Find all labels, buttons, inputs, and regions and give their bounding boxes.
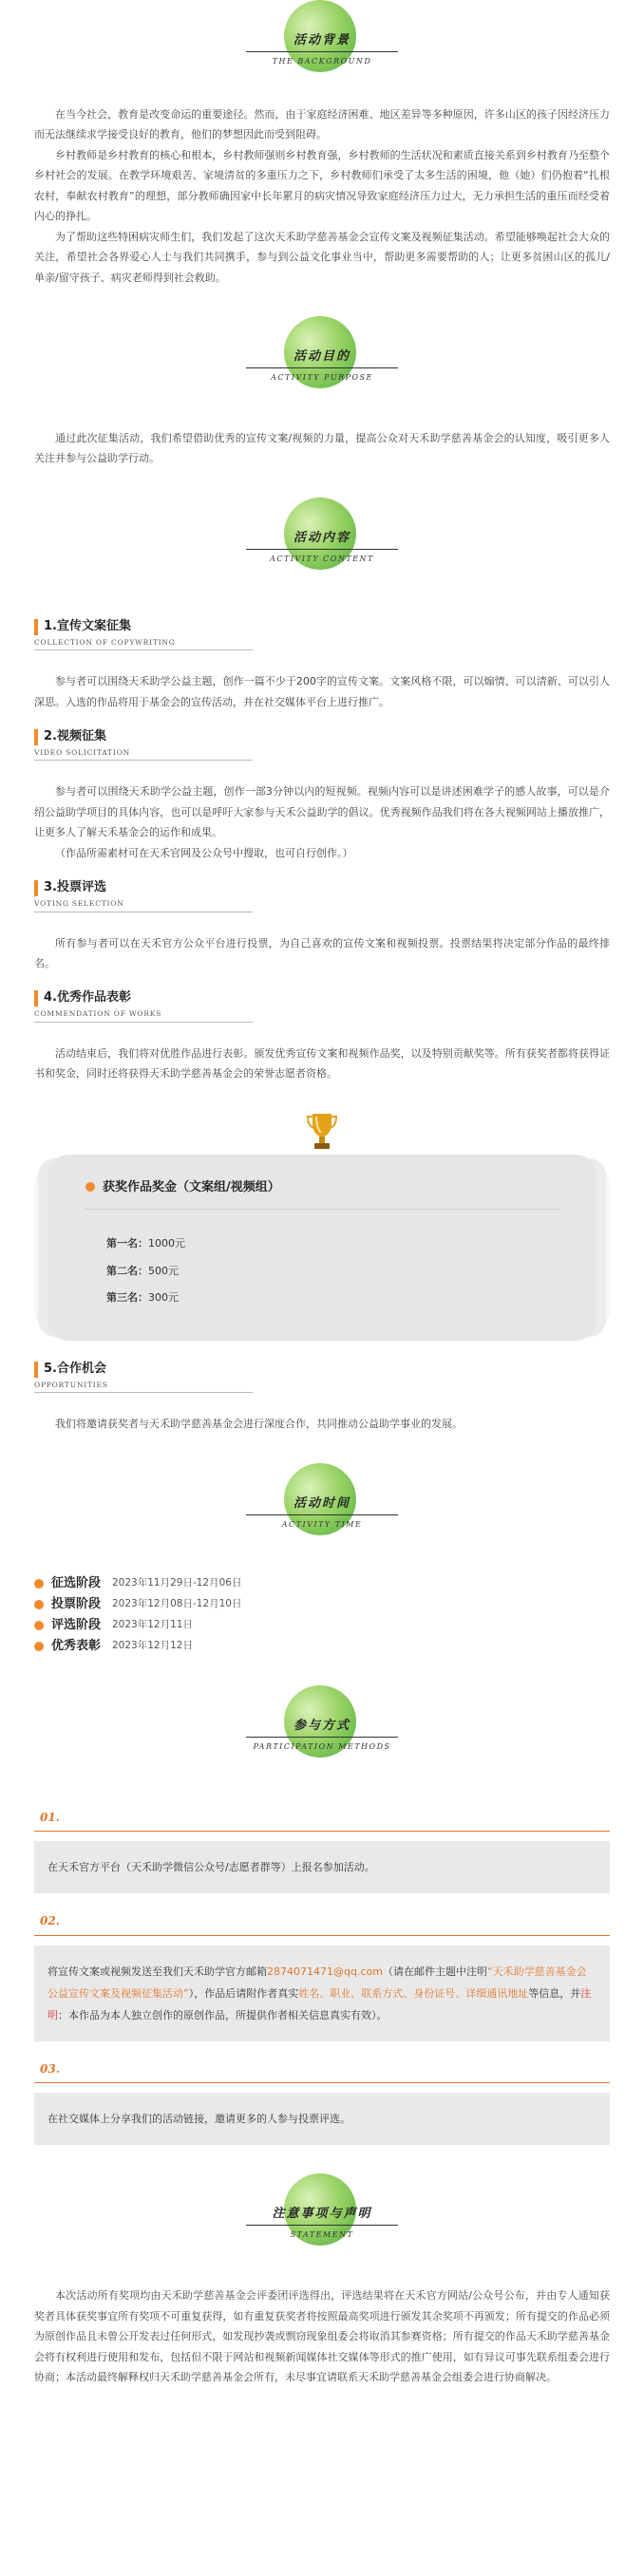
divider bbox=[85, 1209, 559, 1210]
award-panel bbox=[34, 1111, 610, 1341]
section-subtitle: ACTIVITY PURPOSE bbox=[246, 367, 398, 385]
participation-step bbox=[34, 2059, 610, 2145]
section-title: 活动背景 bbox=[293, 33, 351, 47]
statement-text: 本次活动所有奖项均由天禾助学慈善基金会评委团评选得出，评选结果将在天禾官方网站/公众号公布，并由专人通知获奖者具体获奖事宜所有奖项不可重复获得，如有重复获奖者将按照最高奖项进行颁发其余奖项不再颁发；所有提交的作品必须为原创作品且未曾公开发表过任何形式，如发现抄袭或剽窃现象组委会将取消其参赛资格；所有提交的作品天禾助学慈善基金会将有权利进行使用和发布，包括但不限于网站和视频新闻媒体社交媒体等形式的推广使用，如有异议可事先联系组委会进行协商；本活动最终解释权归天禾助学慈善基金会所有，未尽事宜请联系天禾助学慈善基金会组委会进行协商解决。 bbox=[34, 2289, 610, 2384]
paragraph: 为了帮助这些特困病灾师生们，我们发起了这次天禾助学慈善基金会宣传文案及视频征集活动。希望能够唤起社会大众的关注，希望社会各界爱心人士与我们共同携手，参与到公益文化事业当中，帮助更多需要帮助的人；让更多贫困山区的孤儿/单亲/留守孩子、病灾老师得到社会救助。 bbox=[34, 230, 610, 284]
section-header-background bbox=[34, 0, 610, 104]
subsection-subtitle: OPPORTUNITIES bbox=[34, 1381, 253, 1394]
section-title: 参与方式 bbox=[293, 1718, 351, 1733]
section-header-content bbox=[34, 488, 610, 602]
prize-item: 第一名：1000元 bbox=[106, 1237, 185, 1250]
step-text: 在社交媒体上分享我们的活动链接，邀请更多的人参与投票评选。 bbox=[34, 2093, 610, 2145]
step-number: 02. bbox=[34, 1910, 610, 1935]
paragraph: 乡村教师是乡村教育的核心和根本，乡村教师强则乡村教育强，乡村教师的生活状况和素质直接关系到乡村教育乃至整个乡村社会的发展。在教学环境艰苦、家境清贫的多重压力之下，乡村教师们承受了太多生活的困境，他（她）们仍抱着“扎根农村，奉献农村教育”的理想，部分教师确因家中长年累月的病灾情况导致家庭经济压力过大，无力承担生活的重压而经受着内心的挣扎。 bbox=[34, 148, 610, 223]
timeline-row: 优秀表彰 2023年12月12日 bbox=[34, 1636, 610, 1657]
timeline-row: 评选阶段 2023年12月11日 bbox=[34, 1615, 610, 1636]
email-link[interactable]: 2874071471@qq.com bbox=[267, 1965, 383, 1978]
paragraph: 活动结束后，我们将对优胜作品进行表彰。颁发优秀宣传文案和视频作品奖，以及特别贡献奖等。所有获奖者都将获得证书和奖金，同时还将获得天禾助学慈善基金会的荣誉志愿者资格。 bbox=[34, 1046, 610, 1081]
step-number: 01. bbox=[34, 1807, 610, 1832]
subsection-copywriting bbox=[34, 619, 610, 650]
orange-dot-icon bbox=[34, 1642, 44, 1651]
section-title: 活动内容 bbox=[293, 530, 351, 545]
section-title: 活动时间 bbox=[293, 1495, 351, 1511]
prize-item: 第二名：500元 bbox=[106, 1264, 179, 1277]
section-header-participation bbox=[34, 1676, 610, 1790]
subsection-subtitle: COLLECTION OF COPYWRITING bbox=[34, 638, 253, 651]
section-subtitle: ACTIVITY CONTENT bbox=[246, 549, 398, 567]
paragraph: 在当今社会，教育是改变命运的重要途径。然而，由于家庭经济困难、地区差异等多种原因，许多山区的孩子因经济压力而无法继续求学接受良好的教育，他们的梦想因此而受到阻碍。 bbox=[34, 108, 610, 141]
participation-step bbox=[34, 1807, 610, 1893]
orange-dot-icon bbox=[34, 1621, 44, 1630]
section-subtitle: STATEMENT bbox=[246, 2225, 398, 2243]
award-box bbox=[47, 1155, 597, 1341]
section-header-time bbox=[34, 1454, 610, 1568]
subsection-title: 1.宣传文案征集 bbox=[34, 619, 610, 635]
purpose-paragraph: 通过此次征集活动，我们希望借助优秀的宣传文案/视频的力量，提高公众对天禾助学慈善基金会的认知度，吸引更多人关注并参与公益助学行动。 bbox=[34, 431, 610, 465]
subsection-cooperation bbox=[34, 1362, 610, 1393]
subsection-title: 5.合作机会 bbox=[34, 1362, 610, 1378]
subsection-video bbox=[34, 729, 610, 761]
paragraph: 参与者可以围绕天禾助学公益主题，创作一篇不少于200字的宣传文案。文案风格不限，可以煽情、可以清新、可以引人深思。入选的作品将用于基金会的宣传活动，并在社交媒体平台上进行推广。 bbox=[34, 675, 610, 708]
timeline-row: 征选阶段 2023年11月29日-12月06日 bbox=[34, 1573, 610, 1594]
subsection-subtitle: COMMENDATION OF WORKS bbox=[34, 1009, 253, 1023]
orange-dot-icon bbox=[85, 1182, 95, 1192]
section-title: 活动目的 bbox=[293, 348, 351, 364]
background-text bbox=[34, 104, 610, 288]
subsection-subtitle: VIDEO SOLICITATION bbox=[34, 748, 253, 762]
paragraph: 参与者可以围绕天禾助学公益主题，创作一部3分钟以内的短视频。视频内容可以是讲述困难学子的感人故事，可以是介绍公益助学项目的具体内容，也可以是呼吁大家参与天禾公益助学的倡议。优秀视频作品我们将在各大视频网站上播放推广，让更多人了解天禾基金会的运作和成果。 bbox=[34, 785, 610, 839]
timeline bbox=[34, 1573, 610, 1657]
prize-item: 第三名：300元 bbox=[106, 1291, 179, 1305]
step-number: 03. bbox=[34, 2059, 610, 2083]
step-text: 在天禾官方平台（天禾助学微信公众号/志愿者群等）上报名参加活动。 bbox=[34, 1841, 610, 1893]
paragraph: 所有参与者可以在天禾官方公众平台进行投票，为自己喜欢的宣传文案和视频投票。投票结果将决定部分作品的最终排名。 bbox=[34, 936, 610, 970]
section-title: 注意事项与声明 bbox=[272, 2207, 372, 2222]
section-subtitle: PARTICIPATION METHODS bbox=[246, 1737, 398, 1755]
orange-dot-icon bbox=[34, 1579, 44, 1589]
trophy-icon bbox=[34, 1111, 610, 1155]
participation-step bbox=[34, 1910, 610, 2041]
subsection-title: 3.投票评选 bbox=[34, 880, 610, 896]
timeline-row: 投票阶段 2023年12月08日-12月10日 bbox=[34, 1594, 610, 1615]
section-subtitle: THE BACKGROUND bbox=[246, 51, 398, 69]
note: （作品所需素材可在天禾官网及公众号中搜取，也可自行创作。） bbox=[55, 846, 353, 859]
subsection-subtitle: VOTING SELECTION bbox=[34, 899, 253, 912]
orange-dot-icon bbox=[34, 1600, 44, 1609]
paragraph: 我们将邀请获奖者与天禾助学慈善基金会进行深度合作，共同推动公益助学事业的发展。 bbox=[55, 1418, 463, 1431]
prize-list bbox=[85, 1231, 559, 1312]
section-header-statement bbox=[34, 2164, 610, 2278]
award-title: 获奖作品奖金（文案组/视频组） bbox=[103, 1179, 280, 1194]
subsection-voting bbox=[34, 880, 610, 912]
section-subtitle: ACTIVITY TIME bbox=[246, 1514, 398, 1532]
step-text: 将宣传文案或视频发送至我们天禾助学官方邮箱2874071471@qq.com（请在邮件主题中注明“天禾助学慈善基金会公益宣传文案及视频征集活动”），作品后请附作者真实姓名、职业、联系方式、身份证号、详细通讯地址等信息，并注明：本作品为本人独立创作的原创作品，所提供作者相关信息真实有效）。 bbox=[34, 1946, 610, 2041]
section-header-purpose bbox=[34, 307, 610, 421]
award-title-row bbox=[85, 1175, 559, 1199]
subsection-title: 2.视频征集 bbox=[34, 729, 610, 745]
subsection-title: 4.优秀作品表彰 bbox=[34, 990, 610, 1006]
subsection-commendation bbox=[34, 990, 610, 1022]
